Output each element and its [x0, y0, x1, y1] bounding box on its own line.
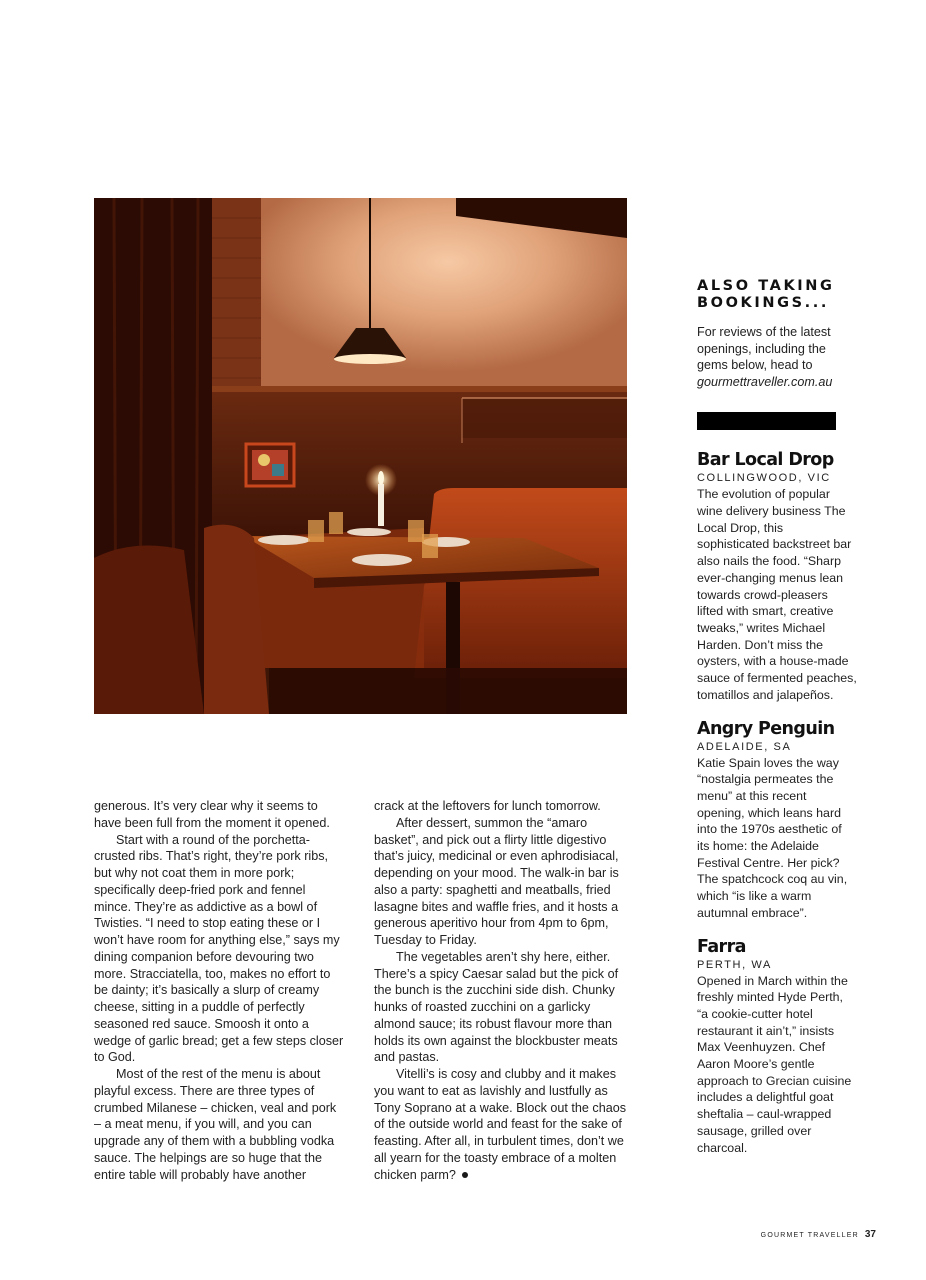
- sidebar-also-taking-bookings: [697, 278, 857, 1170]
- sidebar-heading-line2: BOOKINGS...: [697, 295, 829, 311]
- paragraph: Most of the rest of the menu is about playful excess. There are three types of crumbed Milanese – chicken, veal and pork – a meat menu, if you will, and you can upgrade any of them with a bubbling vodka sauce. The helpings are so huge that the entire table will probably have another: [94, 1067, 337, 1182]
- dining-booth-image: [94, 198, 627, 714]
- venue-name: Farra: [697, 936, 746, 957]
- page-folio: [761, 1229, 876, 1240]
- venue-description: Katie Spain loves the way “nostalgia permeates the menu” at this recent opening, which leans hard into the 1970s aesthetic of its home: the Adelaide Festival Centre. Her pick? The spatchcock coq au vin, which “is like a warm autumnal embrace”.: [697, 755, 848, 920]
- sidebar-heading-line1: ALSO TAKING: [697, 278, 835, 294]
- article-column-1: [94, 798, 344, 1183]
- publication-name: GOURMET TRAVELLER: [760, 1232, 859, 1239]
- paragraph: [374, 1066, 632, 1183]
- sidebar-intro: [697, 324, 857, 390]
- venue-description: Opened in March within the freshly minted Hyde Perth, “a cookie-cutter hotel restaurant it ain’t,” insists Max Veenhuyzen. Chef Aaron Moore’s gentle approach to Grecian cuisine includes a delightful goat sheftalia – caul-wrapped sausage, grilled over charcoal.: [697, 973, 852, 1155]
- paragraph-text: Vitelli’s is cosy and clubby and it makes you want to eat as lavishly and lustfully as Tony Soprano at a wake. Block out the chaos of the outside world and feast for the sake of feasting. After all, in turbulent times, don’t we all yearn for the toasty embrace of a molten chicken parm?: [374, 1067, 627, 1182]
- divider-bar: [697, 412, 836, 430]
- page-number: 37: [864, 1229, 876, 1240]
- venue-location: ADELAIDE, SA: [697, 740, 792, 753]
- venue-name: Bar Local Drop: [697, 450, 834, 471]
- venue-farra: [697, 936, 857, 1157]
- sidebar-heading: [697, 278, 857, 312]
- paragraph: generous. It’s very clear why it seems to have been full from the moment it opened.: [94, 799, 330, 830]
- article-column-2: [374, 798, 632, 1183]
- venue-description: The evolution of popular wine delivery business The Local Drop, this sophisticated backstreet bar also nails the food. “Sharp ever-changing menus lean towards crowd-pleasers lifted with smart, creative tweaks,” writes Michael Harden. Don’t miss the oysters, with a house-made sauce of fermented peaches, tomatillos and jalapeños.: [697, 487, 857, 702]
- venue-bar-local-drop: [697, 449, 857, 703]
- paragraph: Start with a round of the porchetta-crusted ribs. That’s right, they’re pork ribs, but why not coat them in more pork; specifically deep-fried pork and fennel mince. They’re as addictive as a bowl of Twisties. “I need to stop eating these or I won’t have room for anything else,” says my dining companion before devouring two more. Stracciatella, too, makes no effort to be dainty; it’s basically a slurp of creamy cheese, sitting in a puddle of perfectly seasoned red sauce. Smoosh it onto a wedge of garlic bread; get a few steps closer to God.: [94, 832, 344, 1065]
- paragraph: crack at the leftovers for lunch tomorrow.: [374, 799, 601, 813]
- end-of-article-mark-icon: [462, 1172, 468, 1178]
- sidebar-intro-text: For reviews of the latest openings, including the gems below, head to: [697, 325, 831, 373]
- paragraph: After dessert, summon the “amaro basket”, and pick out a flirty little digestivo that’s juicy, medicinal or even aphrodisiacal, depending on your mood. The walk-in bar is also a party: spaghetti and meatballs, fried lasagne bites and waffle fries, and it hosts a generous aperitivo hour from 4pm to 6pm, Tuesday to Friday.: [374, 815, 619, 947]
- venue-angry-penguin: [697, 718, 857, 922]
- restaurant-photo: [94, 198, 627, 714]
- venue-location: COLLINGWOOD, VIC: [697, 472, 831, 485]
- venue-location: PERTH, WA: [697, 958, 772, 971]
- paragraph: The vegetables aren’t shy here, either. There’s a spicy Caesar salad but the pick of the bunch is the zucchini side dish. Chunky hunks of roasted zucchini on a garlicky almond sauce; its robust flavour more than holds its own against the blockbuster meats and pastas.: [374, 949, 619, 1065]
- venue-name: Angry Penguin: [697, 718, 835, 739]
- website-link[interactable]: gourmettraveller.com.au: [697, 374, 833, 389]
